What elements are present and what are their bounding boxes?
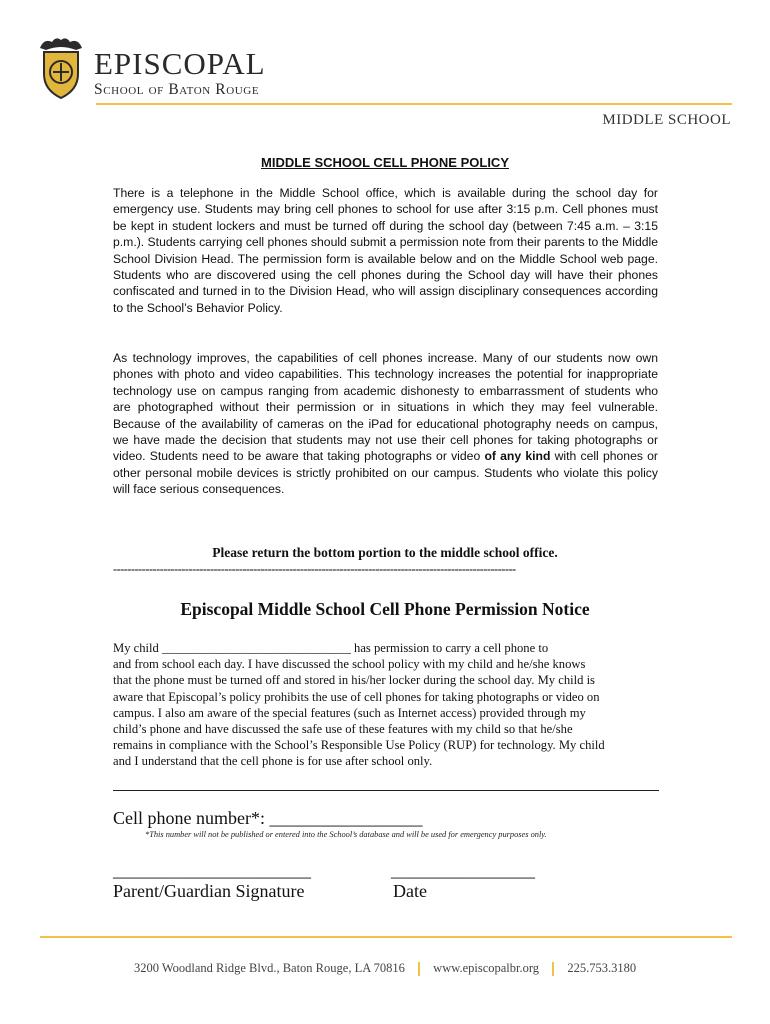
notice-line: remains in compliance with the School’s Responsible Use Policy (RUP) for technology. My child — [113, 738, 605, 753]
paragraph-2-emphasis: of any kind — [484, 449, 551, 464]
paragraph-2-text: As technology improves, the capabilities of cell phones increase. Many of our students now own phones with photo and video capabilities. This technology increases the potential for inappropriate technology use on campus ranging from academic dishonesty to embarrassment of students who are photographed without their permission or in situations in which they may feel vulnerable. Because of the availability of cameras on the iPad for educational photography needs on campus, we have made the decision that students may not use their cell phones for taking photographs or video. Students need to be aware that taking photographs or video — [113, 351, 658, 464]
footer-address: 3200 Woodland Ridge Blvd., Baton Rouge, LA 70816 — [133, 961, 405, 975]
cut-line: ---------------------------------------------------------------------------------------------------------------- — [113, 562, 516, 576]
letterhead — [36, 34, 736, 100]
notice-line: My child ______________________________ has permission to carry a cell phone to — [113, 641, 549, 655]
school-subtitle: School of Baton Rouge — [94, 81, 260, 98]
notice-line: and from school each day. I have discussed the school policy with my child and he/she knows — [113, 657, 586, 672]
paragraph-2-text-end: with cell phones or other personal mobile devices is strictly prohibited on our campus. Students who violate this policy will face serious consequences. — [113, 449, 658, 497]
notice-line: campus. I also am aware of the special features (such as Internet access) provided through my — [113, 705, 586, 720]
notice-line: child’s phone and have discussed the safe use of these features with my child so that he/she — [113, 722, 573, 737]
division-label: MIDDLE SCHOOL — [602, 112, 731, 128]
cell-phone-number-field[interactable]: Cell phone number*: _________________ — [113, 808, 423, 828]
notice-body — [113, 640, 658, 770]
date-label: Date — [393, 881, 427, 901]
footer-phone: 225.753.3180 — [567, 961, 637, 975]
school-crest-logo — [36, 34, 86, 100]
notice-line: aware that Episcopal’s policy prohibits the use of cell phones for taking photographs or video on — [113, 689, 600, 704]
notice-line: that the phone must be turned off and stored in his/her locker during the school day. My child is — [113, 673, 595, 688]
header-divider — [96, 103, 732, 105]
footer-website[interactable]: www.episcopalbr.org — [433, 961, 540, 975]
policy-paragraph-1: There is a telephone in the Middle School office, which is available during the school day for emergency use. Students may bring cell phones to school for use after 3:15 p.m. Cell phones must be kept in student lockers and must be turned off during the school day (between 7:45 a.m. – 3:15 p.m.). Students carrying cell phones should submit a permission note from their parents to the Middle School Division Head. The permission form is available below and on the Middle School web page. Students who are discovered using the cell phones during the School day will have their phones confiscated and turned in to the Division Head, who will assign disciplinary consequences according to the School’s Behavior Policy. — [113, 186, 658, 315]
footer-divider — [40, 936, 732, 938]
return-instruction: Please return the bottom portion to the middle school office. — [212, 545, 558, 560]
footer — [0, 961, 770, 976]
policy-title: MIDDLE SCHOOL CELL PHONE POLICY — [261, 155, 509, 170]
notice-title: Episcopal Middle School Cell Phone Permission Notice — [180, 599, 590, 619]
policy-paragraph-2 — [113, 350, 658, 498]
notice-line: and I understand that the cell phone is for use after school only. — [113, 754, 433, 769]
form-divider — [113, 790, 659, 791]
date-field[interactable]: ________________ — [391, 860, 535, 880]
signature-field[interactable]: ______________________ — [113, 860, 311, 880]
footer-separator — [552, 962, 554, 976]
school-name: EPISCOPAL — [94, 46, 266, 81]
phone-footnote: *This number will not be published or entered into the School’s database and will be used for emergency purposes only. — [145, 830, 547, 839]
signature-label: Parent/Guardian Signature — [113, 881, 305, 901]
footer-separator — [418, 962, 420, 976]
